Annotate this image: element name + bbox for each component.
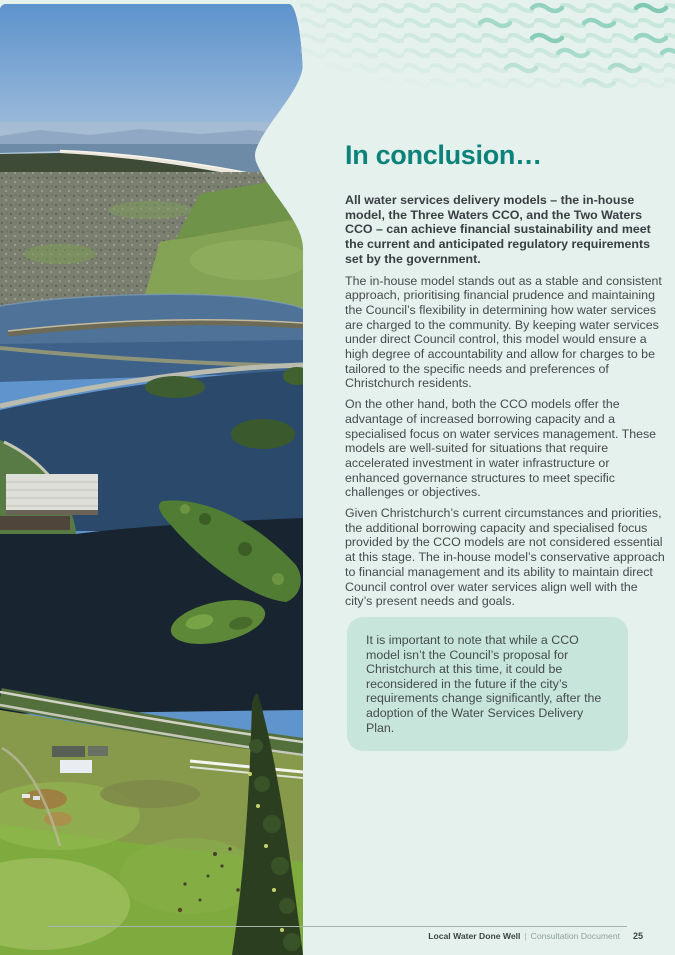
bracket-shape (253, 63, 303, 248)
footer-page-number: 25 (632, 931, 643, 941)
note-text: It is important to note that while a CCO model isn’t the Council’s proposal for Christchurch at this time, it could be reconsidered in the future if the city’s requirements change significantly, after the adoption of the Water Services Delivery Plan. (366, 632, 602, 735)
footer (428, 931, 643, 941)
main-content (345, 139, 667, 751)
footer-rule (48, 926, 627, 927)
body-paragraph-lead: All water services delivery models – the in-house model, the Three Waters CCO, and the Two Waters CCO – can achieve financial sustainability and meet the current and anticipated regulatory requirements set by the government. (345, 193, 651, 266)
note-box (347, 617, 628, 751)
body-paragraph: Given Christchurch’s current circumstances and priorities, the additional borrowing capacity and specialised focus provided by the CCO models are not considered essential at this stage. The in-house model’s conservative approach to financial management and its ability to maintain direct Council control over water services align well with the city’s present needs and goals. (345, 506, 665, 609)
body-paragraph: The in-house model stands out as a stable and consistent approach, prioritising financial prudence and maintaining the Council’s flexibility in determining how water services are charged to the community. By keeping water services under direct Council control, this model would ensure a high degree of accountability and allow for charges to be tailored to the specific needs and preferences of Christchurch residents. (345, 273, 662, 391)
footer-separator: | (524, 931, 527, 941)
body-paragraph: On the other hand, both the CCO models offer the advantage of increased borrowing capacity and a specialised focus on water services management. These models are well-suited for situations that require accelerated investment in water infrastructure or enhanced governance structures to meet specific challenges or objectives. (345, 397, 657, 500)
wave-pattern (300, 0, 675, 92)
page-title: In conclusion… (345, 140, 542, 170)
footer-brand: Local Water Done Well (428, 931, 521, 941)
footer-doc-title: Consultation Document (530, 931, 620, 941)
